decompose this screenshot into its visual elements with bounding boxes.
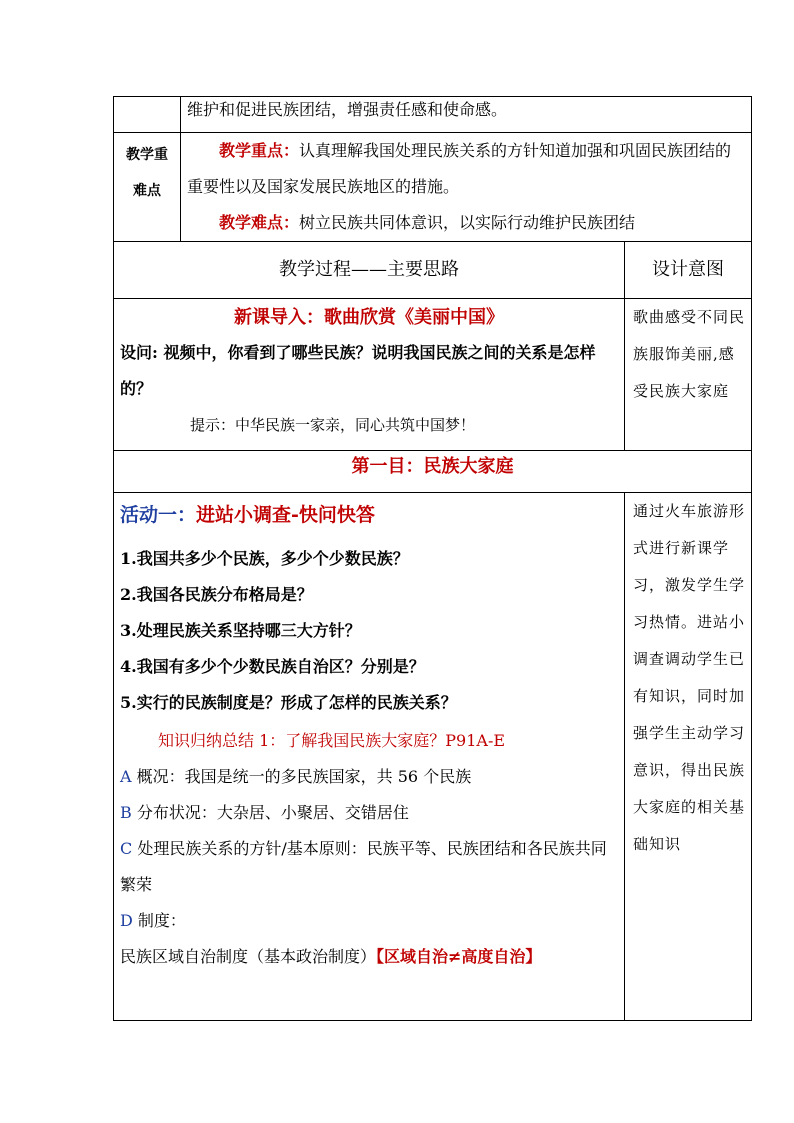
intent-header: 设计意图 bbox=[625, 242, 752, 299]
point-c-label: C bbox=[120, 839, 133, 858]
activity-title bbox=[120, 493, 618, 535]
lesson-plan-table bbox=[113, 96, 752, 1021]
section-title bbox=[114, 451, 751, 483]
key-points-row bbox=[114, 133, 752, 242]
activity-title-main: 进站小调查-快问快答 bbox=[196, 504, 375, 526]
key-points-content-cell bbox=[181, 133, 752, 242]
activity-content-cell bbox=[114, 493, 625, 1021]
section-title-text: 第一目：民族大家庭 bbox=[351, 456, 514, 477]
point-d-label: D bbox=[120, 911, 133, 930]
question-2: 2.我国各民族分布格局是？ bbox=[120, 585, 313, 604]
key-points-label-line1: 教学重 bbox=[126, 147, 168, 163]
intro-row bbox=[114, 299, 752, 451]
point-d-emphasis: 【区域自治≠高度自治】 bbox=[376, 947, 542, 966]
activity-row bbox=[114, 493, 752, 1021]
question-5: 5.实行的民族制度是？形成了怎样的民族关系？ bbox=[120, 693, 457, 712]
intro-question: 设问: 视频中，你看到了哪些民族？说明我国民族之间的关系是怎样的？ bbox=[120, 343, 596, 398]
point-b-text: 分布状况：大杂居、小聚居、交错居住 bbox=[136, 803, 409, 822]
teaching-difficulty bbox=[187, 205, 745, 241]
intro-title-text: 新课导入：歌曲欣赏《美丽中国》 bbox=[234, 307, 504, 328]
intro-hint: 提示：中华民族一家亲，同心共筑中国梦！ bbox=[190, 416, 476, 434]
point-d-detail-text: 民族区域自治制度（基本政治制度） bbox=[120, 947, 377, 966]
question-4: 4.我国有多少个少数民族自治区？分别是？ bbox=[120, 657, 425, 676]
process-header: 教学过程——主要思路 bbox=[114, 242, 625, 299]
lesson-plan-page bbox=[113, 96, 751, 1021]
teaching-focus bbox=[187, 133, 745, 205]
point-a-text: 概况：我国是统一的多民族国家，共 56 个民族 bbox=[136, 767, 472, 786]
goal-row bbox=[114, 97, 752, 133]
intro-intent-cell bbox=[625, 299, 752, 451]
teaching-difficulty-label: 教学难点： bbox=[219, 213, 300, 232]
intro-title bbox=[120, 299, 618, 335]
goal-text: 维护和促进民族团结，增强责任感和使命感。 bbox=[187, 100, 508, 119]
activity-title-prefix: 活动一： bbox=[120, 504, 197, 526]
point-a-label: A bbox=[120, 767, 132, 786]
section-row bbox=[114, 451, 752, 493]
intro-intent: 歌曲感受不同民族服饰美丽,感受民族大家庭 bbox=[633, 308, 746, 400]
activity-intent: 通过火车旅游形式进行新课学习，激发学生学习热情。进站小调查调动学生已有知识，同时加强学生主动学习意识，得出民族大家庭的相关基础知识 bbox=[633, 502, 746, 853]
goal-row-label-cell bbox=[114, 97, 181, 133]
goal-row-text-cell bbox=[181, 97, 752, 133]
point-b-label: B bbox=[120, 803, 132, 822]
point-d-detail bbox=[120, 939, 618, 975]
key-points-label bbox=[114, 133, 180, 209]
activity-intent-cell bbox=[625, 493, 752, 1021]
point-b bbox=[120, 795, 618, 831]
point-a bbox=[120, 759, 618, 795]
point-d bbox=[120, 903, 618, 939]
teaching-focus-label: 教学重点： bbox=[219, 141, 300, 160]
point-c bbox=[120, 831, 618, 903]
question-1: 1.我国共多少个民族，多少个少数民族？ bbox=[120, 549, 409, 568]
teaching-difficulty-text: 树立民族共同体意识，以实际行动维护民族团结 bbox=[299, 213, 636, 232]
key-points-label-cell bbox=[114, 133, 181, 242]
teaching-focus-text: 认真理解我国处理民族关系的方针知道加强和巩固民族团结的重要性以及国家发展民族地区的措施。 bbox=[187, 141, 732, 196]
question-3: 3.处理民族关系坚持哪三大方针？ bbox=[120, 621, 361, 640]
knowledge-summary: 知识归纳总结 1：了解我国民族大家庭？P91A-E bbox=[158, 731, 506, 750]
section-cell bbox=[114, 451, 752, 493]
point-d-text: 制度： bbox=[137, 911, 186, 930]
key-points-label-line2: 难点 bbox=[133, 183, 161, 199]
point-c-text: 处理民族关系的方针/基本原则：民族平等、民族团结和各民族共同繁荣 bbox=[120, 839, 607, 894]
process-header-row bbox=[114, 242, 752, 299]
intro-content-cell bbox=[114, 299, 625, 451]
